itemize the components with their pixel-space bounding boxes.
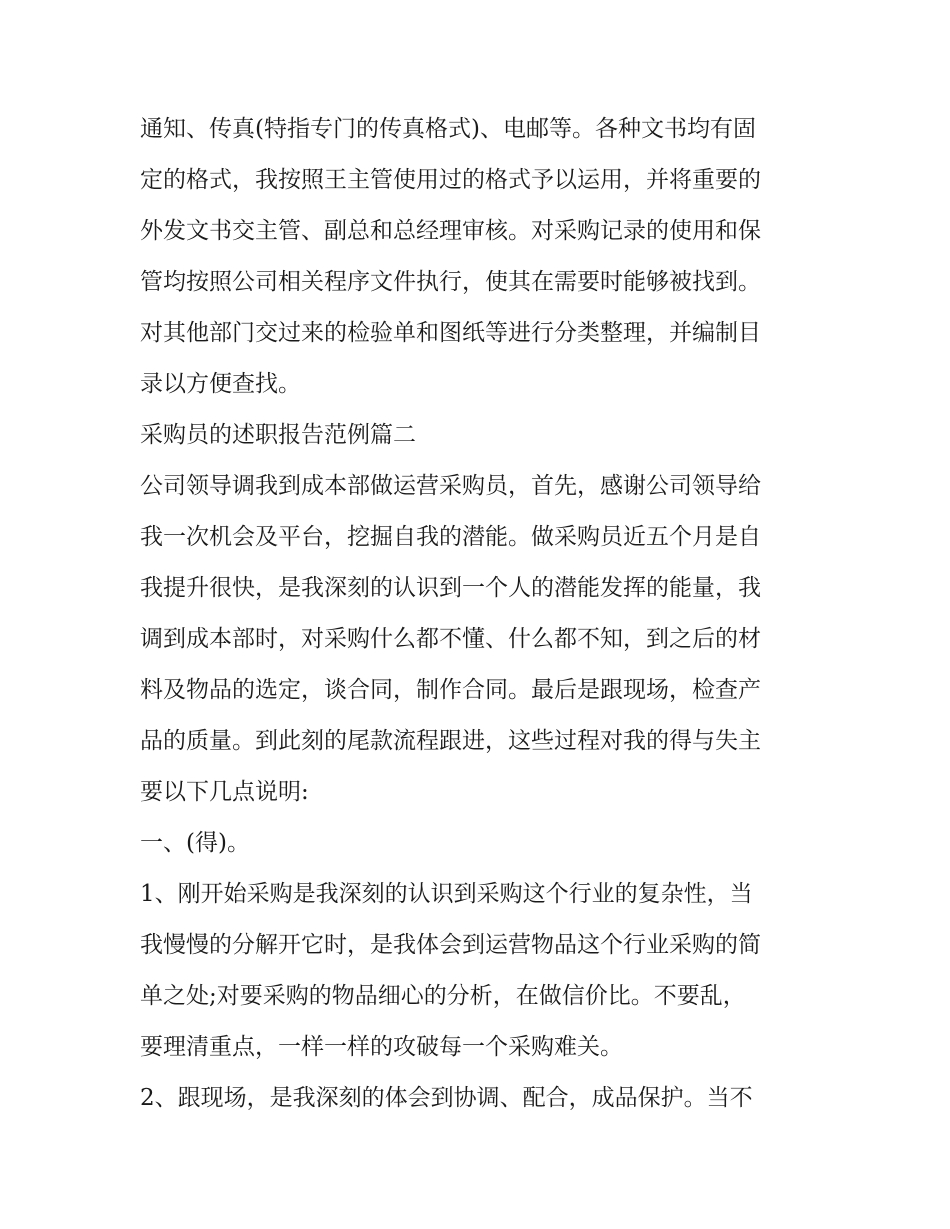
- text-line: 通知、传真(特指专门的传真格式)、电邮等。各种文书均有固: [140, 116, 756, 142]
- list-item-line: 我慢慢的分解开它时，是我体会到运营物品这个行业采购的简: [140, 932, 761, 958]
- list-item-line: 单之处;对要采购的物品细心的分析，在做信价比。不要乱，: [140, 983, 746, 1009]
- text-line: 要以下几点说明:: [140, 779, 309, 805]
- text-line: 管均按照公司相关程序文件执行，使其在需要时能够被找到。: [140, 269, 761, 295]
- list-item-line: 1、刚开始采购是我深刻的认识到采购这个行业的复杂性，当: [140, 881, 753, 907]
- text-line: 品的质量。到此刻的尾款流程跟进，这些过程对我的得与失主: [140, 728, 761, 754]
- list-item-line: 要理清重点，一样一样的攻破每一个采购难关。: [140, 1034, 623, 1060]
- text-line: 我提升很快，是我深刻的认识到一个人的潜能发挥的能量，我: [140, 575, 761, 601]
- text-line: 我一次机会及平台，挖掘自我的潜能。做采购员近五个月是自: [140, 524, 761, 550]
- text-line: 对其他部门交过来的检验单和图纸等进行分类整理，并编制目: [140, 320, 761, 346]
- document-body: [140, 104, 820, 1124]
- section-heading: 采购员的述职报告范例篇二: [140, 422, 416, 448]
- text-line: 调到成本部时，对采购什么都不懂、什么都不知，到之后的材: [140, 626, 761, 652]
- text-line: 外发文书交主管、副总和总经理审核。对采购记录的使用和保: [140, 218, 761, 244]
- text-line: 公司领导调我到成本部做运营采购员，首先，感谢公司领导给: [140, 473, 761, 499]
- text-line: 定的格式，我按照王主管使用过的格式予以运用，并将重要的: [140, 167, 761, 193]
- text-line: 录以方便查找。: [140, 371, 301, 397]
- list-heading: 一、(得)。: [140, 830, 250, 856]
- list-item-line: 2、跟现场，是我深刻的体会到协调、配合，成品保护。当不: [140, 1085, 753, 1111]
- text-line: 料及物品的选定，谈合同，制作合同。最后是跟现场，检查产: [140, 677, 761, 703]
